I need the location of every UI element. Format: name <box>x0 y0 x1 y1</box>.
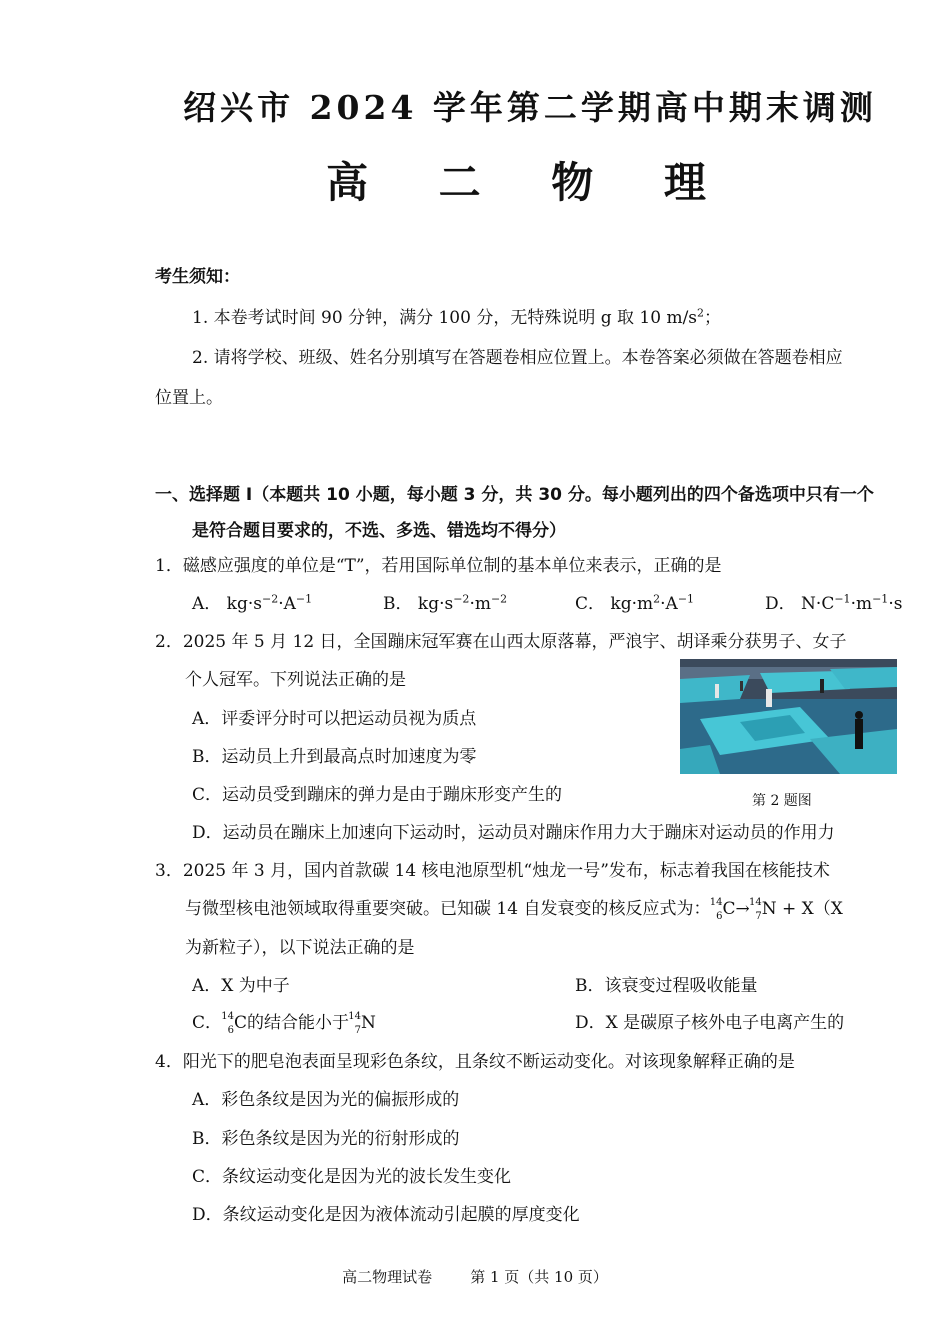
notice-item-2-cont: 位置上。 <box>155 388 223 408</box>
q4-option-c: C．条纹运动变化是因为光的波长发生变化 <box>192 1167 512 1187</box>
q3-option-b: B．该衰变过程吸收能量 <box>575 976 758 996</box>
notice-item-2: 2. 请将学校、班级、姓名分别填写在答题卷相应位置上。本卷答案必须做在答题卷相应 <box>192 348 843 368</box>
exam-title: 绍兴市 2024 学年第二学期高中期末调测 <box>183 88 877 127</box>
q3-stem-cont: 与微型核电池领域取得重要突破。已知碳 14 自发衰变的核反应式为： 14 6 C→ 14 7 N + X（X <box>185 896 843 922</box>
q4-stem: 4．阳光下的肥皂泡表面呈现彩色条纹，且条纹不断运动变化。对该现象解释正确的是 <box>155 1052 795 1072</box>
figure-caption: 第 2 题图 <box>752 793 812 809</box>
q4-option-d: D．条纹运动变化是因为液体流动引起膜的厚度变化 <box>192 1205 580 1225</box>
q1-stem: 1．磁感应强度的单位是“T”，若用国际单位制的基本单位来表示，正确的是 <box>155 556 722 576</box>
q4-option-b: B．彩色条纹是因为光的衍射形成的 <box>192 1129 460 1149</box>
q2-option-a: A．评委评分时可以把运动员视为质点 <box>192 709 477 729</box>
q2-stem: 2．2025 年 5 月 12 日，全国蹦床冠军赛在山西太原落幕，严浪宇、胡译乘分获男子、女子 <box>155 632 847 652</box>
page-footer: 高二物理试卷 第 1 页（共 10 页） <box>342 1268 608 1286</box>
q2-option-d: D．运动员在蹦床上加速向下运动时，运动员对蹦床作用力大于蹦床对运动员的作用力 <box>192 823 835 843</box>
q3-option-c: C． 14 6 C的结合能小于 14 7 N <box>192 1010 376 1036</box>
notice-heading: 考生须知： <box>155 267 240 287</box>
q3-stem-cont2: 为新粒子），以下说法正确的是 <box>185 938 415 958</box>
q1-option-c: C． $kg\cdot m^2\cdot A^{-1}$ <box>575 592 695 614</box>
q2-option-c: C．运动员受到蹦床的弹力是由于蹦床形变产生的 <box>192 785 563 805</box>
q3-stem: 3．2025 年 3 月，国内首款碳 14 核电池原型机“烛龙一号”发布，标志着我国在核能技术 <box>155 861 830 881</box>
q3-option-d: D．X 是碳原子核外电子电离产生的 <box>575 1013 845 1033</box>
section-heading-cont: 是符合题目要求的，不选、多选、错选均不得分） <box>192 521 566 541</box>
q4-option-a: A．彩色条纹是因为光的偏振形成的 <box>192 1090 460 1110</box>
q1-option-b: B． $kg\cdot s^{-2}\cdot m^{-2}$ <box>383 592 508 614</box>
q3-option-a: A．X 为中子 <box>192 976 290 996</box>
trampoline-photo <box>680 659 897 774</box>
q1-option-d: D． $N\cdot C^{-1}\cdot m^{-1}\cdot s$ <box>765 592 903 614</box>
notice-item-1: 1. 本卷考试时间 90 分钟，满分 100 分，无特殊说明 g 取 10 $m/s^2$； <box>192 306 722 328</box>
q2-stem-cont: 个人冠军。下列说法正确的是 <box>185 670 406 690</box>
section-heading: 一、选择题 I（本题共 10 小题，每小题 3 分，共 30 分。每小题列出的四个备选项中只有一个 <box>155 485 874 505</box>
q2-option-b: B．运动员上升到最高点时加速度为零 <box>192 747 477 767</box>
q1-option-a: A． $kg\cdot s^{-2}\cdot A^{-1}$ <box>192 592 313 614</box>
subject-title: 高 二 物 理 <box>326 158 734 207</box>
